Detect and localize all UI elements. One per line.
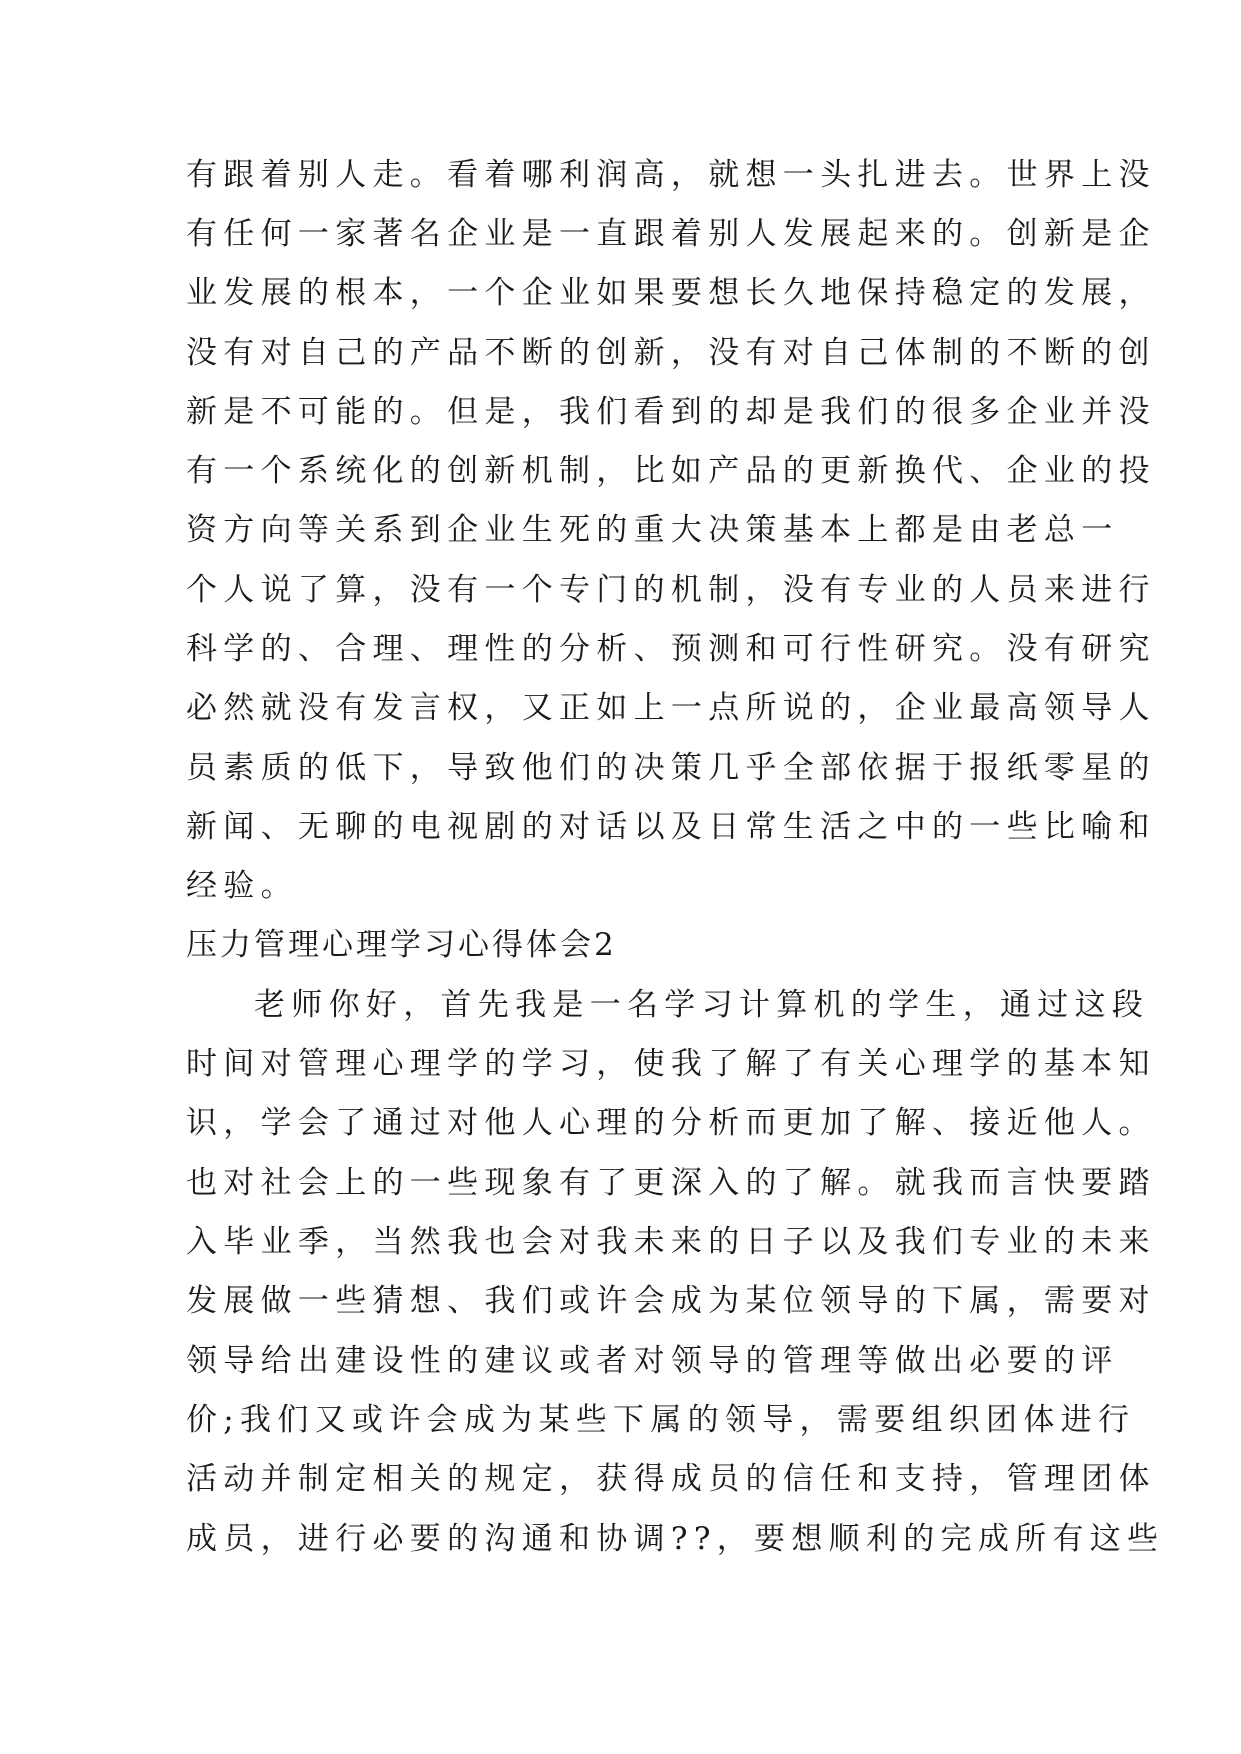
paragraph-line: 领导给出建设性的建议或者对领导的管理等做出必要的评 — [186, 1343, 1119, 1379]
paragraph-line: 没有对自己的产品不断的创新，没有对自己体制的不断的创 — [186, 335, 1156, 371]
paragraph-line: 科学的、合理、理性的分析、预测和可行性研究。没有研究 — [186, 631, 1156, 667]
paragraph-line: 员素质的低下，导致他们的决策几乎全部依据于报纸零星的 — [186, 750, 1156, 786]
paragraph-line: 经验。 — [186, 868, 298, 904]
paragraph-line: 有跟着别人走。看着哪利润高，就想一头扎进去。世界上没 — [186, 157, 1156, 193]
paragraph-line: 价;我们又或许会成为某些下属的领导，需要组织团体进行 — [186, 1402, 1136, 1438]
paragraph-line: 有一个系统化的创新机制，比如产品的更新换代、企业的投 — [186, 453, 1156, 489]
paragraph-line: 成员，进行必要的沟通和协调??，要想顺利的完成所有这些 — [186, 1521, 1165, 1557]
paragraph-line: 有任何一家著名企业是一直跟着别人发展起来的。创新是企 — [186, 216, 1156, 252]
paragraph-line: 时间对管理心理学的学习，使我了解了有关心理学的基本知 — [186, 1046, 1156, 1082]
paragraph-line: 老师你好，首先我是一名学习计算机的学生，通过这段 — [254, 987, 1150, 1023]
paragraph-line: 也对社会上的一些现象有了更深入的了解。就我而言快要踏 — [186, 1165, 1156, 1201]
paragraph-line: 新是不可能的。但是，我们看到的却是我们的很多企业并没 — [186, 394, 1156, 430]
paragraph-line: 新闻、无聊的电视剧的对话以及日常生活之中的一些比喻和 — [186, 809, 1156, 845]
paragraph-line: 识，学会了通过对他人心理的分析而更加了解、接近他人。 — [186, 1105, 1156, 1141]
paragraph-line: 个人说了算，没有一个专门的机制，没有专业的人员来进行 — [186, 572, 1156, 608]
paragraph-line: 活动并制定相关的规定，获得成员的信任和支持，管理团体 — [186, 1461, 1156, 1497]
paragraph-line: 入毕业季，当然我也会对我未来的日子以及我们专业的未来 — [186, 1224, 1156, 1260]
paragraph-line: 必然就没有发言权，又正如上一点所说的，企业最高领导人 — [186, 690, 1156, 726]
paragraph-line: 发展做一些猜想、我们或许会成为某位领导的下属，需要对 — [186, 1283, 1156, 1319]
paragraph-line: 业发展的根本，一个企业如果要想长久地保持稳定的发展， — [186, 275, 1156, 311]
paragraph-line: 资方向等关系到企业生死的重大决策基本上都是由老总一 — [186, 512, 1119, 548]
section-title: 压力管理心理学习心得体会2 — [186, 927, 617, 963]
